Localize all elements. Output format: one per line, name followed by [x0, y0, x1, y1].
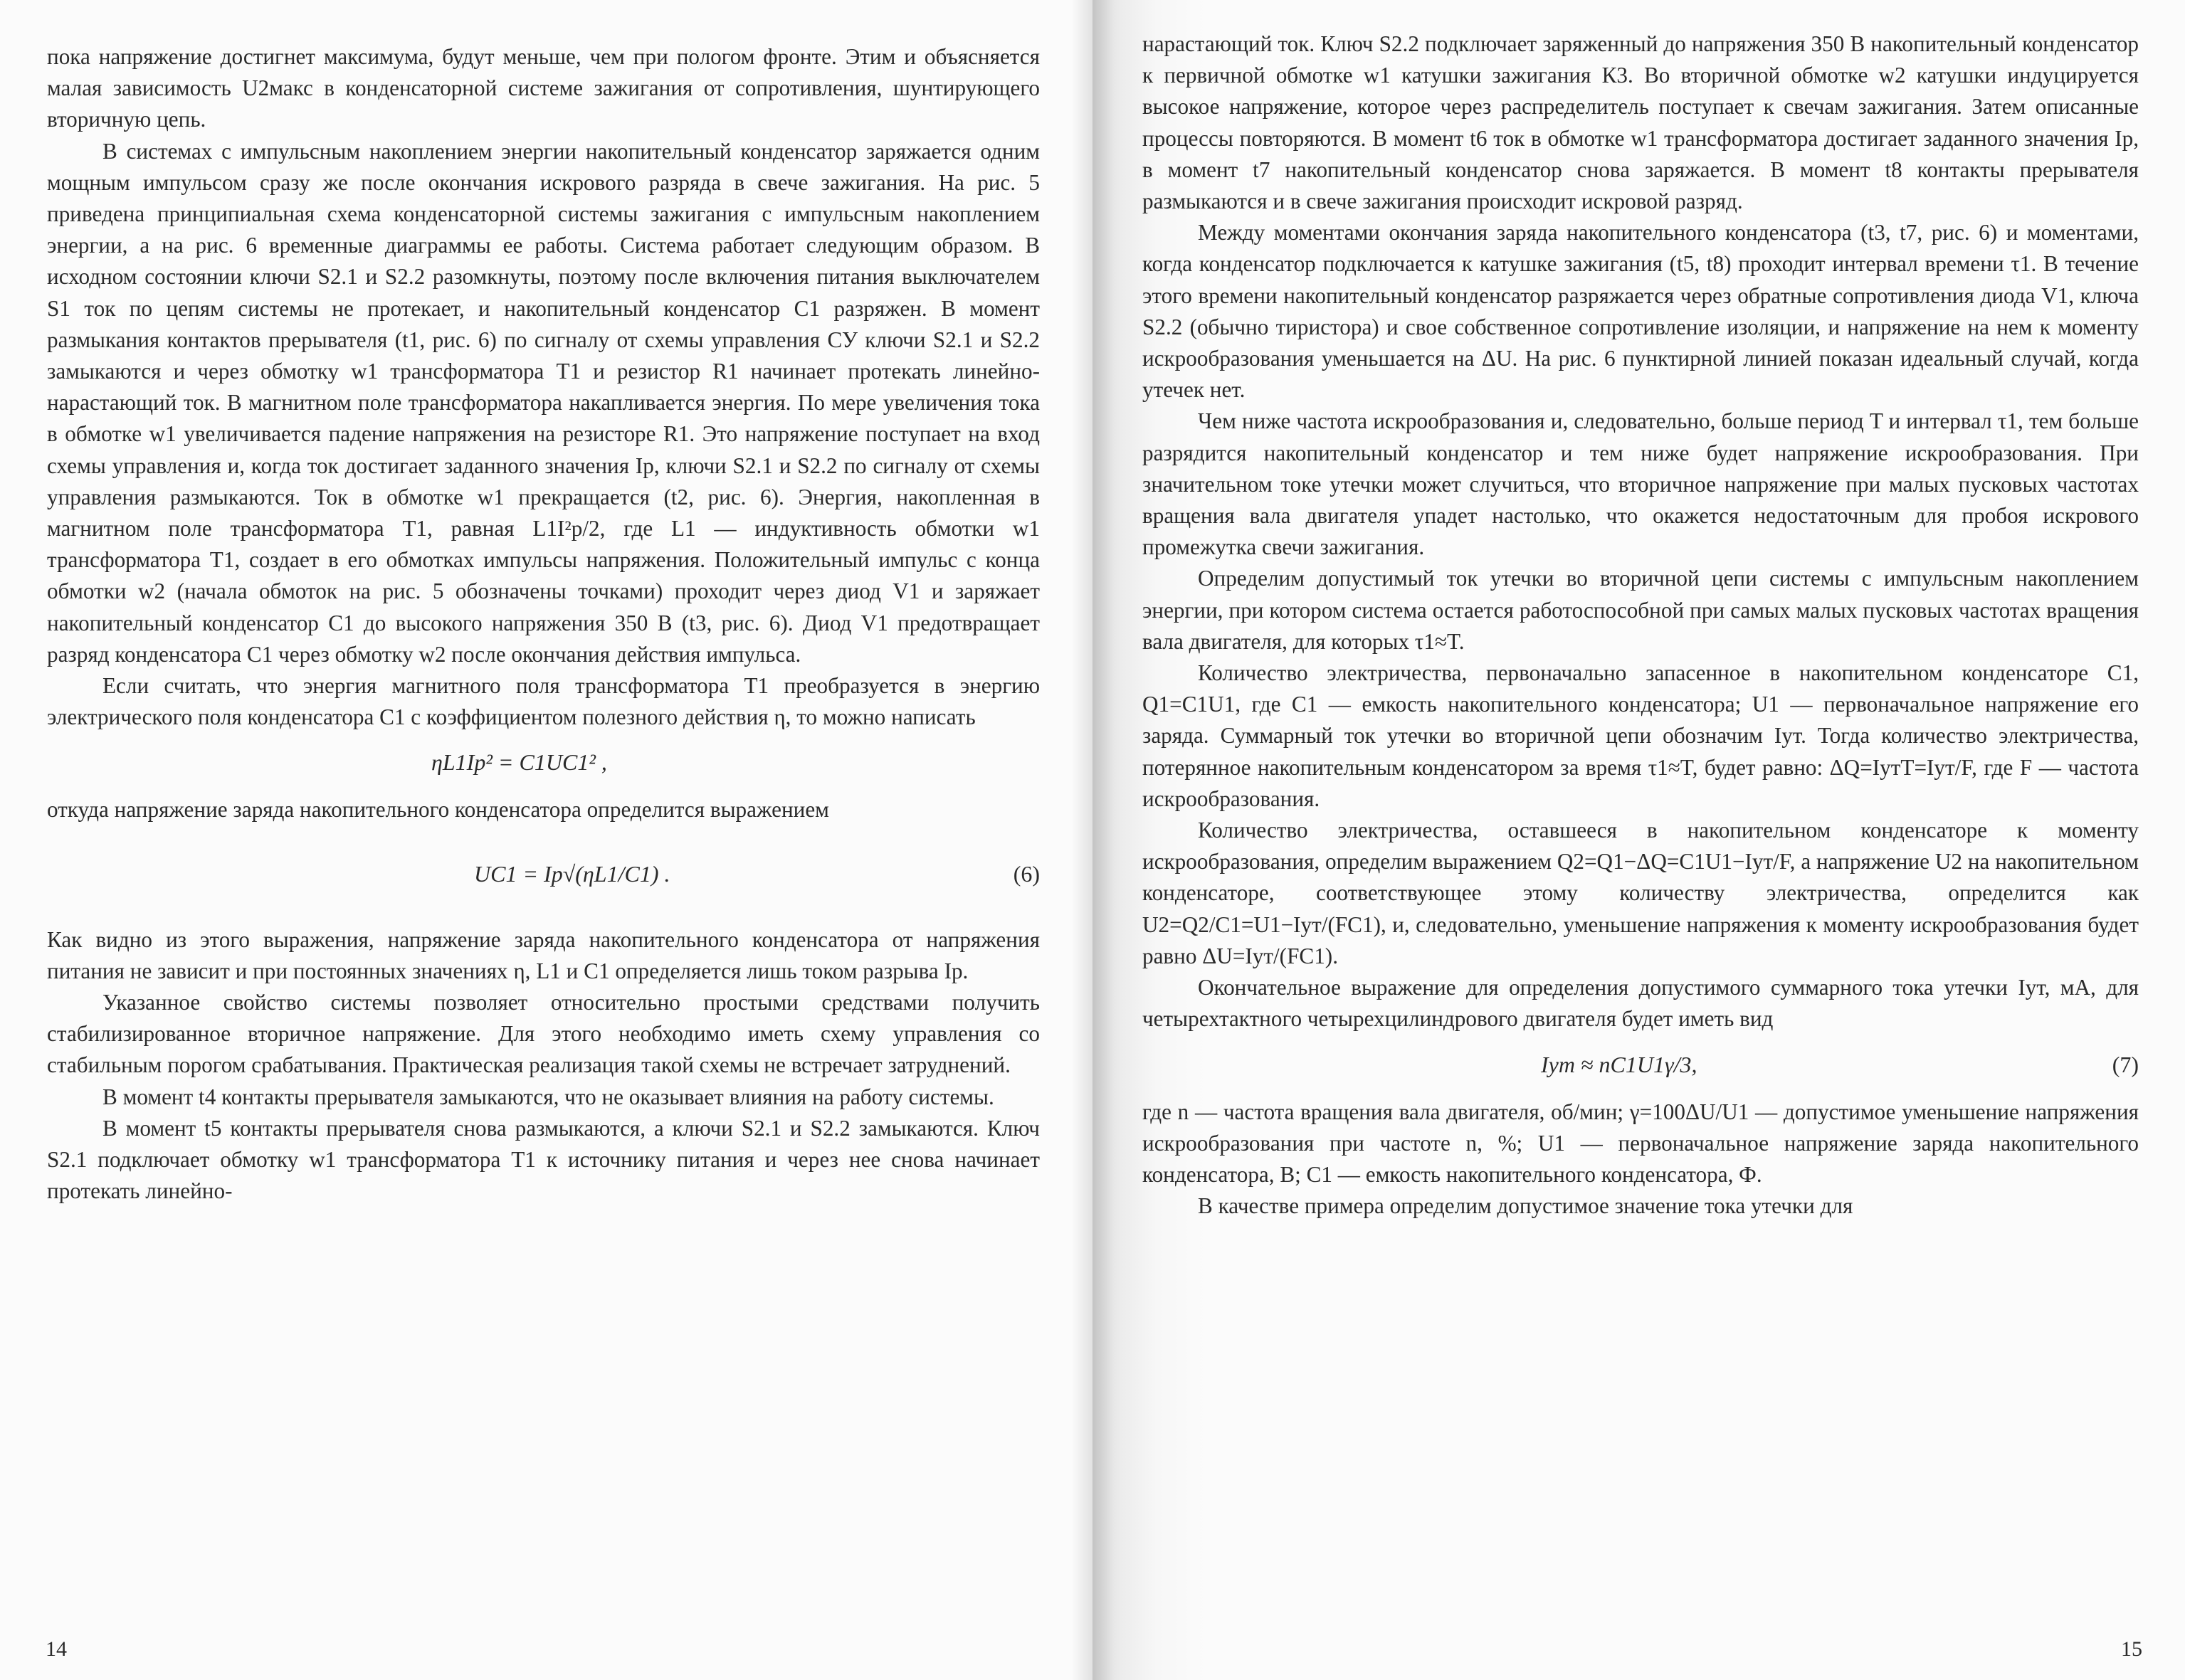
right-paragraph-5: Количество электричества, первоначально запасенное в накопительном конденсаторе C1, Q1=C1U1, где C1 — емкость накопительного конденсатора; U1 — первоначальное напряжение его заряда. Суммарный ток утечки во вторичной цепи обозначим Iут. Тогда количество электричества, потерянное накопительным конденсатором за время τ1≈T, будет равно: ΔQ=IутT=Iут/F, где F — частота искрообразования.: [1142, 660, 2139, 811]
formula-6: [47, 835, 1040, 913]
right-paragraph-8: где n — частота вращения вала двигателя, об/мин; γ=100ΔU/U1 — допустимое уменьшение напряжения искрообразования при частоте n, %; U1 — первоначальное напряжение заряда накопительного конденсатора, В; C1 — емкость накопительного конденсатора, Ф.: [1142, 1099, 2139, 1187]
formula-6-number: (6): [1013, 860, 1040, 887]
formula-energy-expr: ηL1Iр² = C1UC1² ,: [431, 749, 607, 776]
left-paragraph-1: пока напряжение достигнет максимума, будут меньше, чем при пологом фронте. Этим и объясняется малая зависимость U2макс в конденсаторной системе зажигания от сопротивления, шунтирующего вторичную цепь.: [47, 44, 1040, 132]
left-paragraph-3: Если считать, что энергия магнитного поля трансформатора T1 преобразуется в энергию электрического поля конденсатора C1 с коэффициентом полезного действия η, то можно написать: [47, 673, 1040, 730]
left-paragraph-4: Как видно из этого выражения, напряжение заряда накопительного конденсатора от напряжения питания не зависит и при постоянных значениях η, L1 и C1 определяется лишь током разрыва Iр.: [47, 926, 1040, 983]
right-paragraph-9: В качестве примера определим допустимое значение тока утечки для: [1198, 1193, 1853, 1219]
formula-7: [1142, 1044, 2139, 1085]
right-paragraph-1: нарастающий ток. Ключ S2.2 подключает заряженный до напряжения 350 В накопительный конденсатор к первичной обмотке w1 катушки зажигания К3. Во вторичной обмотке w2 катушки индуцируется высокое напряжение, которое через распределитель поступает к свечам зажигания. Затем описанные процессы повторяются. В момент t6 ток в обмотке w1 трансформатора достигает заданного значения Iр, в момент t7 накопительный конденсатор снова заряжается. В момент t8 контакты прерывателя размыкаются и в свече зажигания происходит искровой разряд.: [1142, 31, 2139, 214]
right-paragraph-4: Определим допустимый ток утечки во вторичной цепи системы с импульсным накоплением энергии, при котором система остается работоспособной при самых малых пусковых частотах вращения вала двигателя, для которых τ1≈T.: [1142, 566, 2139, 654]
formula-7-number: (7): [2112, 1051, 2139, 1077]
right-paragraph-6: Количество электричества, оставшееся в накопительном конденсаторе к моменту искрообразования, определим выражением Q2=Q1−ΔQ=C1U1−Iут/F, а напряжение U2 на накопительном конденсаторе, соответствующее этому количеству электричества, определится как U2=Q2/C1=U1−Iут/(FC1), и, следовательно, уменьшение напряжения к моменту искрообразования будет равно ΔU=Iут/(FC1).: [1142, 818, 2139, 968]
left-paragraph-after-formula: откуда напряжение заряда накопительного конденсатора определится выражением: [47, 797, 829, 823]
formula-energy: [47, 741, 1040, 783]
left-paragraph-2: В системах с импульсным накоплением энергии накопительный конденсатор заряжается одним мощным импульсом сразу же после окончания искрового разряда в свече зажигания. На рис. 5 приведена принципиальная схема конденсаторной системы зажигания с импульсным накоплением энергии, а на рис. 6 временные диаграммы ее работы. Система работает следующим образом. В исходном состоянии ключи S2.1 и S2.2 разомкнуты, поэтому после включения питания выключателем S1 ток по цепям системы не протекает, и накопительный конденсатор C1 разряжен. В момент размыкания контактов прерывателя (t1, рис. 6) по сигналу от схемы управления СУ ключи S2.1 и S2.2 замыкаются и через обмотку w1 трансформатора T1 и резистор R1 начинает протекать линейно-нарастающий ток. В магнитном поле трансформатора накапливается энергия. По мере увеличения тока в обмотке w1 увеличивается падение напряжения на резисторе R1. Это напряжение поступает на вход схемы управления и, когда ток достигает заданного значения Iр, ключи S2.1 и S2.2 по сигналу от схемы управления размыкаются. Ток в обмотке w1 прекращается (t2, рис. 6). Энергия, накопленная в магнитном поле трансформатора T1, равная L1I²р/2, где L1 — индуктивность обмотки w1 трансформатора T1, создает в его обмотках импульсы напряжения. Положительный импульс с конца обмотки w2 (начала обмоток на рис. 5 обозначены точками) проходит через диод V1 и заряжает накопительный конденсатор C1 до высокого напряжения 350 В (t3, рис. 6). Диод V1 предотвращает разряд конденсатора C1 через обмотку w2 после окончания действия импульса.: [47, 138, 1040, 667]
left-paragraph-6: В момент t4 контакты прерывателя замыкаются, что не оказывает влияния на работу системы.: [102, 1084, 994, 1109]
left-paragraph-5: Указанное свойство системы позволяет относительно простыми средствами получить стабилизированное вторичное напряжение. Для этого необходимо иметь схему управления со стабильным порогом срабатывания. Практическая реализация такой схемы не встречает затруднений.: [47, 990, 1040, 1078]
formula-6-expr: UC1 = Iр√(ηL1/C1) .: [474, 860, 670, 887]
right-paragraph-2: Между моментами окончания заряда накопительного конденсатора (t3, t7, рис. 6) и моментами, когда конденсатор подключается к катушке зажигания (t5, t8) проходит интервал времени τ1. В течение этого времени накопительный конденсатор разряжается через обратные сопротивления диода V1, ключа S2.2 (обычно тиристора) и свое собственное сопротивление изоляции, и напряжение на нем к моменту искрообразования уменьшается на ΔU. На рис. 6 пунктирной линией показан идеальный случай, когда утечек нет.: [1142, 220, 2139, 403]
right-paragraph-3: Чем ниже частота искрообразования и, следовательно, больше период T и интервал τ1, тем больше разрядится накопительный конденсатор и тем ниже будет напряжение искрообразования. При значительном токе утечки может случиться, что вторичное напряжение при малых пусковых частотах вращения вала двигателя упадет настолько, что окажется недостаточным для пробоя искрового промежутка свечи зажигания.: [1142, 408, 2139, 560]
page-number-right: 15: [2121, 1637, 2142, 1661]
right-paragraph-7: Окончательное выражение для определения допустимого суммарного тока утечки Iут, мА, для четырехтактного четырехцилиндрового двигателя будет иметь вид: [1142, 975, 2139, 1032]
left-paragraph-7: В момент t5 контакты прерывателя снова размыкаются, а ключи S2.1 и S2.2 замыкаются. Ключ S2.1 подключает обмотку w1 трансформатора T1 к источнику питания и через нее снова начинает протекать линейно-: [47, 1115, 1040, 1204]
book-gutter-shadow: [1071, 0, 1114, 1680]
left-text-column: [47, 41, 1040, 1208]
right-text-column: [1142, 28, 2139, 1222]
formula-7-expr: Iут ≈ nC1U1γ/3,: [1541, 1051, 1697, 1077]
right-page: [1092, 0, 2185, 1680]
page-number-left: 14: [46, 1637, 67, 1661]
left-page: [0, 0, 1092, 1680]
